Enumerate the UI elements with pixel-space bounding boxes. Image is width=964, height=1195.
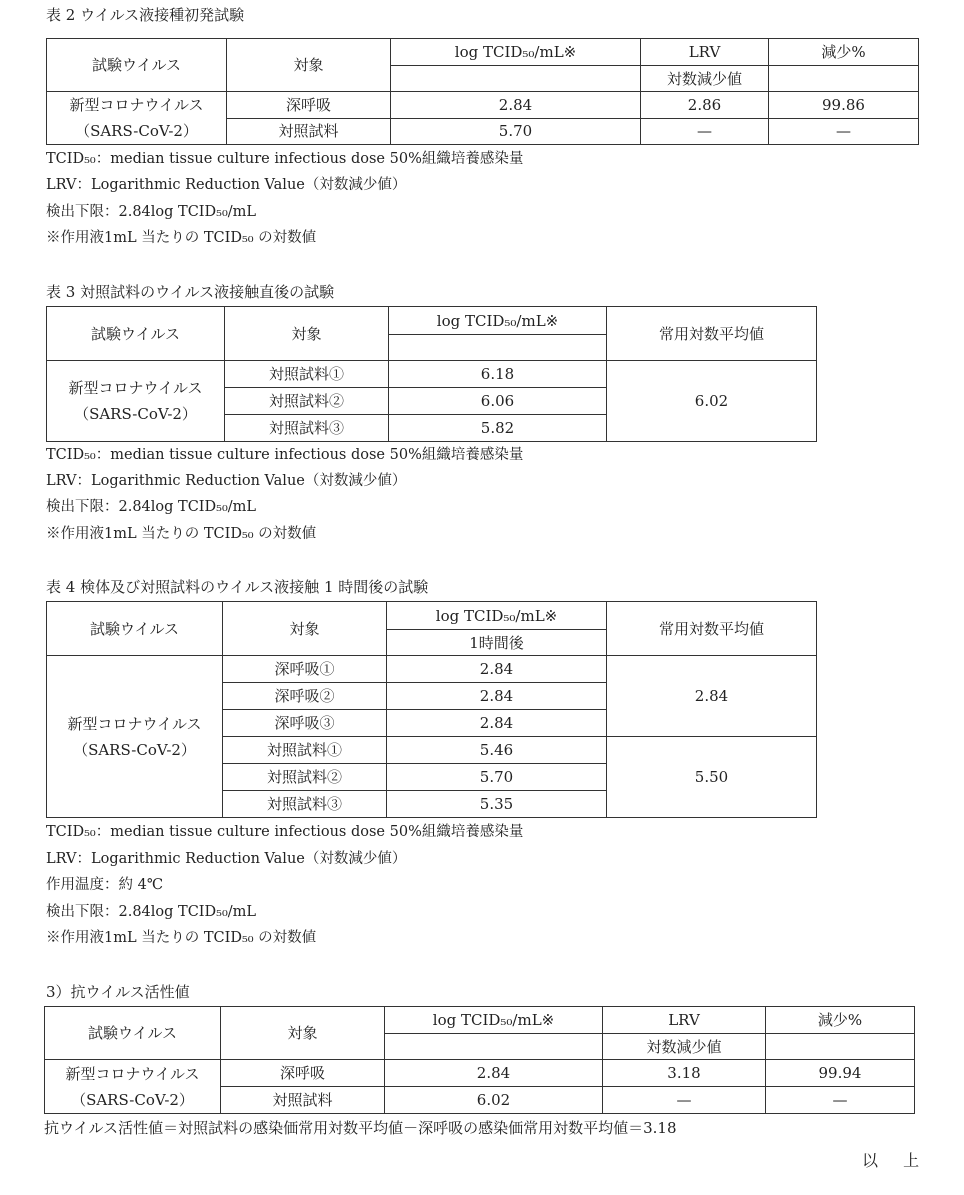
table4-header-target: 対象: [223, 602, 387, 656]
section3-header-reduction: 減少%: [766, 1007, 915, 1034]
section3-reduction-cell: 99.94: [766, 1060, 915, 1087]
table4-header-log: log TCID₅₀/mL※: [387, 602, 607, 630]
table2-lrv-cell: 2.86: [641, 92, 769, 119]
table-row: [47, 92, 919, 119]
section3-header-virus: 試験ウイルス: [45, 1007, 221, 1060]
table3-header-virus: 試験ウイルス: [47, 307, 225, 361]
table4-virus-cell: [47, 656, 223, 818]
table2-log-cell: 2.84: [391, 92, 641, 119]
table2-note: LRV：Logarithmic Reduction Value（対数減少値）: [46, 177, 407, 193]
table3-target-cell: 対照試料①: [225, 361, 389, 388]
table2-header-lrv: LRV: [641, 39, 769, 66]
table3-header-log-empty: [389, 335, 607, 361]
section3-target-cell: 深呼吸: [221, 1060, 385, 1087]
table4-header-log-sub: 1時間後: [387, 630, 607, 656]
table-row: [47, 361, 817, 388]
section3-lrv-cell: —: [603, 1087, 766, 1114]
antiviral-formula: 抗ウイルス活性値＝対照試料の感染価常用対数平均値－深呼吸の感染価常用対数平均値＝3.18: [44, 1119, 677, 1137]
virus-code: （SARS-CoV-2）: [74, 405, 197, 423]
table2-log-cell: 5.70: [391, 118, 641, 145]
table4-target-cell: 対照試料③: [223, 791, 387, 818]
table2-caption: 表 2 ウイルス液接種初発試験: [46, 6, 245, 24]
table2-virus-cell: [47, 92, 227, 145]
table4-target-cell: 深呼吸③: [223, 710, 387, 737]
section3-lrv-cell: 3.18: [603, 1060, 766, 1087]
table-row: [45, 1060, 915, 1087]
table2-header-virus: 試験ウイルス: [47, 39, 227, 92]
table4-header-virus: 試験ウイルス: [47, 602, 223, 656]
table3-header-target: 対象: [225, 307, 389, 361]
table4: [46, 601, 817, 818]
virus-code: （SARS-CoV-2）: [71, 1090, 194, 1109]
table4-note: 検出下限：2.84log TCID₅₀/mL: [46, 904, 257, 920]
table2-reduction-cell: —: [769, 118, 919, 145]
virus-name: 新型コロナウイルス: [67, 714, 202, 733]
table4-log-cell: 2.84: [387, 710, 607, 737]
table3-mean-cell: 6.02: [607, 361, 817, 442]
table4-log-cell: 2.84: [387, 683, 607, 710]
table4-log-cell: 5.70: [387, 764, 607, 791]
table2-header-log: log TCID₅₀/mL※: [391, 39, 641, 66]
virus-name: 新型コロナウイルス: [69, 96, 204, 114]
table3-target-cell: 対照試料②: [225, 388, 389, 415]
table3-header-mean: 常用対数平均値: [607, 307, 817, 361]
section3-table: [44, 1006, 915, 1114]
table2-header-target: 対象: [227, 39, 391, 92]
section3-reduction-cell: —: [766, 1087, 915, 1114]
table4-note: ※作用液1mL 当たりの TCID₅₀ の対数値: [46, 930, 317, 946]
table4-mean-control-cell: 5.50: [607, 737, 817, 818]
table4-target-cell: 深呼吸①: [223, 656, 387, 683]
table2-header-log-empty: [391, 66, 641, 92]
table3-header-log: log TCID₅₀/mL※: [389, 307, 607, 335]
table2-note: ※作用液1mL 当たりの TCID₅₀ の対数値: [46, 230, 317, 246]
section3-header-target: 対象: [221, 1007, 385, 1060]
section3-header-log: log TCID₅₀/mL※: [385, 1007, 603, 1034]
table3-note: TCID₅₀：median tissue culture infectious dose 50%組織培養感染量: [46, 447, 524, 463]
table2-header-reduction-empty: [769, 66, 919, 92]
table2-header-lrv-sub: 対数減少値: [641, 66, 769, 92]
table2-target-cell: 深呼吸: [227, 92, 391, 119]
section3-header-reduction-empty: [766, 1034, 915, 1060]
virus-code: （SARS-CoV-2）: [75, 122, 198, 140]
table2-note: TCID₅₀：median tissue culture infectious dose 50%組織培養感染量: [46, 151, 524, 167]
table4-target-cell: 対照試料②: [223, 764, 387, 791]
section3-header-lrv-sub: 対数減少値: [603, 1034, 766, 1060]
table2-lrv-cell: —: [641, 118, 769, 145]
section3-caption: 3）抗ウイルス活性値: [46, 983, 190, 1001]
table4-note: TCID₅₀：median tissue culture infectious dose 50%組織培養感染量: [46, 824, 524, 840]
table3-caption: 表 3 対照試料のウイルス液接触直後の試験: [46, 283, 335, 301]
table4-log-cell: 5.35: [387, 791, 607, 818]
table4-target-cell: 深呼吸②: [223, 683, 387, 710]
table2-reduction-cell: 99.86: [769, 92, 919, 119]
table3-log-cell: 6.18: [389, 361, 607, 388]
table3-target-cell: 対照試料③: [225, 415, 389, 442]
table4-caption: 表 4 検体及び対照試料のウイルス液接触 1 時間後の試験: [46, 578, 429, 596]
table4-log-cell: 5.46: [387, 737, 607, 764]
section3-header-log-empty: [385, 1034, 603, 1060]
table3-note: LRV：Logarithmic Reduction Value（対数減少値）: [46, 473, 407, 489]
table3-note: ※作用液1mL 当たりの TCID₅₀ の対数値: [46, 526, 317, 542]
table4-note: 作用温度：約 4℃: [46, 877, 164, 893]
section3-header-lrv: LRV: [603, 1007, 766, 1034]
table2-header-reduction: 減少%: [769, 39, 919, 66]
table-row: [47, 656, 817, 683]
section3-log-cell: 6.02: [385, 1087, 603, 1114]
section3-target-cell: 対照試料: [221, 1087, 385, 1114]
table4-target-cell: 対照試料①: [223, 737, 387, 764]
virus-name: 新型コロナウイルス: [65, 1064, 200, 1083]
table3-virus-cell: [47, 361, 225, 442]
table2-target-cell: 対照試料: [227, 118, 391, 145]
closing-mark: 以 上: [862, 1151, 930, 1170]
table4-header-mean: 常用対数平均値: [607, 602, 817, 656]
table2-note: 検出下限：2.84log TCID₅₀/mL: [46, 204, 257, 220]
virus-name: 新型コロナウイルス: [68, 379, 203, 397]
table2: [46, 38, 919, 145]
table3-log-cell: 5.82: [389, 415, 607, 442]
section3-log-cell: 2.84: [385, 1060, 603, 1087]
virus-code: （SARS-CoV-2）: [73, 740, 196, 759]
table4-note: LRV：Logarithmic Reduction Value（対数減少値）: [46, 851, 407, 867]
section3-virus-cell: [45, 1060, 221, 1114]
table3-log-cell: 6.06: [389, 388, 607, 415]
table3: [46, 306, 817, 442]
table4-log-cell: 2.84: [387, 656, 607, 683]
table4-mean-sample-cell: 2.84: [607, 656, 817, 737]
table3-note: 検出下限：2.84log TCID₅₀/mL: [46, 499, 257, 515]
